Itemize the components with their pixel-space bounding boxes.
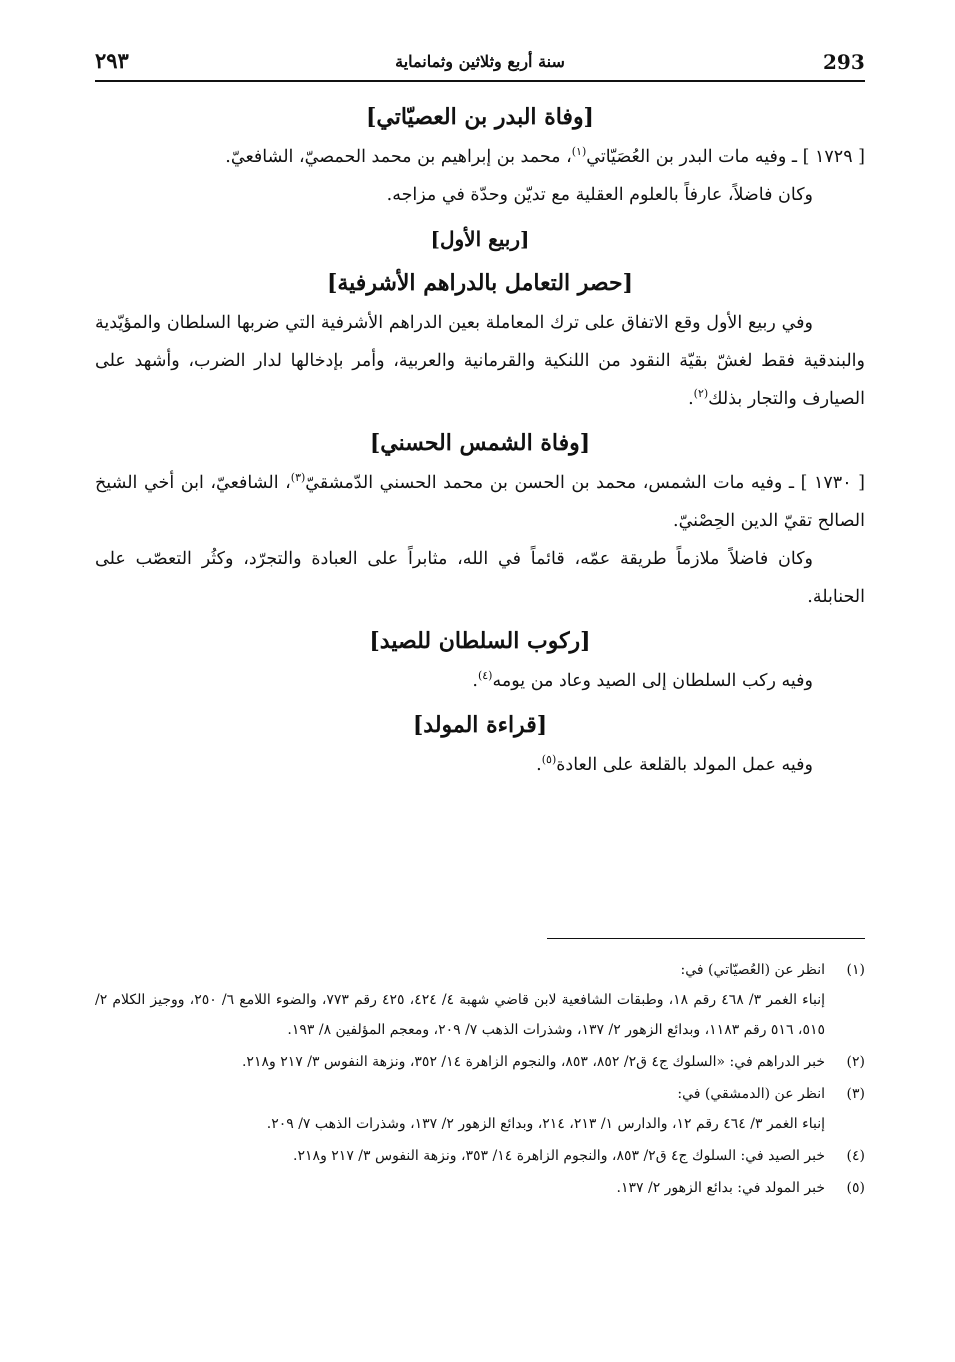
footnote-text: خبر المولد في: بدائع الزهور ٢/ ١٣٧. [616,1180,825,1196]
footnote [95,1173,865,1203]
entry-paragraph: [ ١٧٣٠ ] ـ وفيه مات الشمس، محمد بن الحسن بن محمد الحسني الدّمشقيّ$^{(٣)}$، الشافعيّ، ابن أخي الشيخ الصالح تقيّ الدين الحِصْنيّ. [95,471,865,531]
month-heading: [ربيع الأول] [430,227,530,251]
footnote-text: خبر الصيد في: السلوك ج٤ ق٢/ ٨٥٣، والنجوم الزاهرة ١٤/ ٣٥٣، ونزهة النفوس ٣/ ٢١٧ و٢١٨. [293,1148,825,1164]
body-paragraph: وفيه عمل المولد بالقلعة على العادة$^{(٥)}$. [536,753,813,775]
section-heading: [وفاة الشمس الحسني] [369,430,591,456]
footnote [95,1079,865,1139]
footnote-number: (١) [846,962,865,978]
footnote-text-continued: إنباء الغمر ٣/ ٤٦٨ رقم ١٨، وطبقات الشافعية لابن قاضي شهبة ٤/ ٤٢٤، ٤٢٥ رقم ٧٧٣، والضوء اللامع ٦/ ٢٥٠، ووجيز الكلام ٢/ ٥١٥، ٥١٦ رقم ١١٨٣، وبدائع الزهور ٢/ ١٣٧، وشذرات الذهب ٧/ ٢٠٩، ومعجم المؤلفين ٨/ ١٩٣. [95,992,826,1038]
footnote-marker: (٢) [693,387,709,401]
page-number-latin: 293 [823,50,865,74]
section-heading: [وفاة البدر بن العصيّاتي] [366,104,594,130]
footnote-marker: (٥) [541,753,557,767]
footnote [95,1141,865,1171]
footnote-marker: (٤) [477,669,493,683]
footnote-text: انظر عن (الدمشقي) في: [677,1086,825,1102]
footnotes [95,955,865,1205]
section-heading: [حصر التعامل بالدراهم الأشرفية] [326,270,634,296]
footnote-marker: (١) [571,145,587,159]
footnote [95,1047,865,1077]
footnote-marker: (٣) [290,471,306,485]
book-page [95,40,865,1330]
entry-paragraph: [ ١٧٢٩ ] ـ وفيه مات البدر بن العُصَيّاتي$^{(١)}$، محمد بن إبراهيم بن محمد الحمصيّ، الشافعيّ. [225,145,865,167]
header-rule [95,80,865,82]
footnote-text: انظر عن (العُصيّاتي) في: [680,962,825,978]
footnote-number: (٣) [846,1086,865,1102]
footnote-rule [547,938,865,939]
body-paragraph: وفي ربيع الأول وقع الاتفاق على ترك المعاملة بعين الدراهم الأشرفية التي ضربها السلطان والمؤيّدية والبندقية فقط لغشّ بقيّة النقود من اللنكية والقرمانية والعربية، وأمر بإدخالها لدار الضرب، وأشهد على الصيارف والتجار بذلك$^{(٢)}$. [95,313,865,409]
footnote-text: خبر الدراهم في: «السلوك ج٤ ق٢/ ٨٥٢، ٨٥٣، والنجوم الزاهرة ١٤/ ٣٥٢، ونزهة النفوس ٣/ ٢١٧ و٢١٨. [241,1054,825,1070]
body-paragraph: وفيه ركب السلطان إلى الصيد وعاد من يومه$^{(٤)}$. [472,669,813,691]
footnote-number: (٢) [846,1054,865,1070]
page-number-arabic: ٢٩٣ [95,48,129,73]
body-paragraph: وكان فاضلاً، عارفاً بالعلوم العقلية مع تديّن وحدّة في مزاجه. [386,185,813,205]
running-title: سنة أربع وثلاثين وثمانماية [395,52,565,71]
main-text [95,92,865,784]
section-heading: [قراءة المولد] [412,712,548,738]
running-header [95,40,865,80]
footnote-number: (٥) [846,1180,865,1196]
footnote [95,955,865,1045]
footnote-text-continued: إنباء الغمر ٣/ ٤٦٤ رقم ١٢، والدارس ١/ ٢١٣، ٢١٤، وبدائع الزهور ٢/ ١٣٧، وشذرات الذهب ٧/ ٢٠٩. [266,1116,825,1132]
body-paragraph: وكان فاضلاً ملازماً طريقة عمّه، قائماً في الله، مثابراً على العبادة والتجرّد، وكثُر التعصّب على الحنابلة. [95,549,865,607]
footnote-number: (٤) [846,1148,865,1164]
section-heading: [ركوب السلطان للصيد] [369,628,591,654]
